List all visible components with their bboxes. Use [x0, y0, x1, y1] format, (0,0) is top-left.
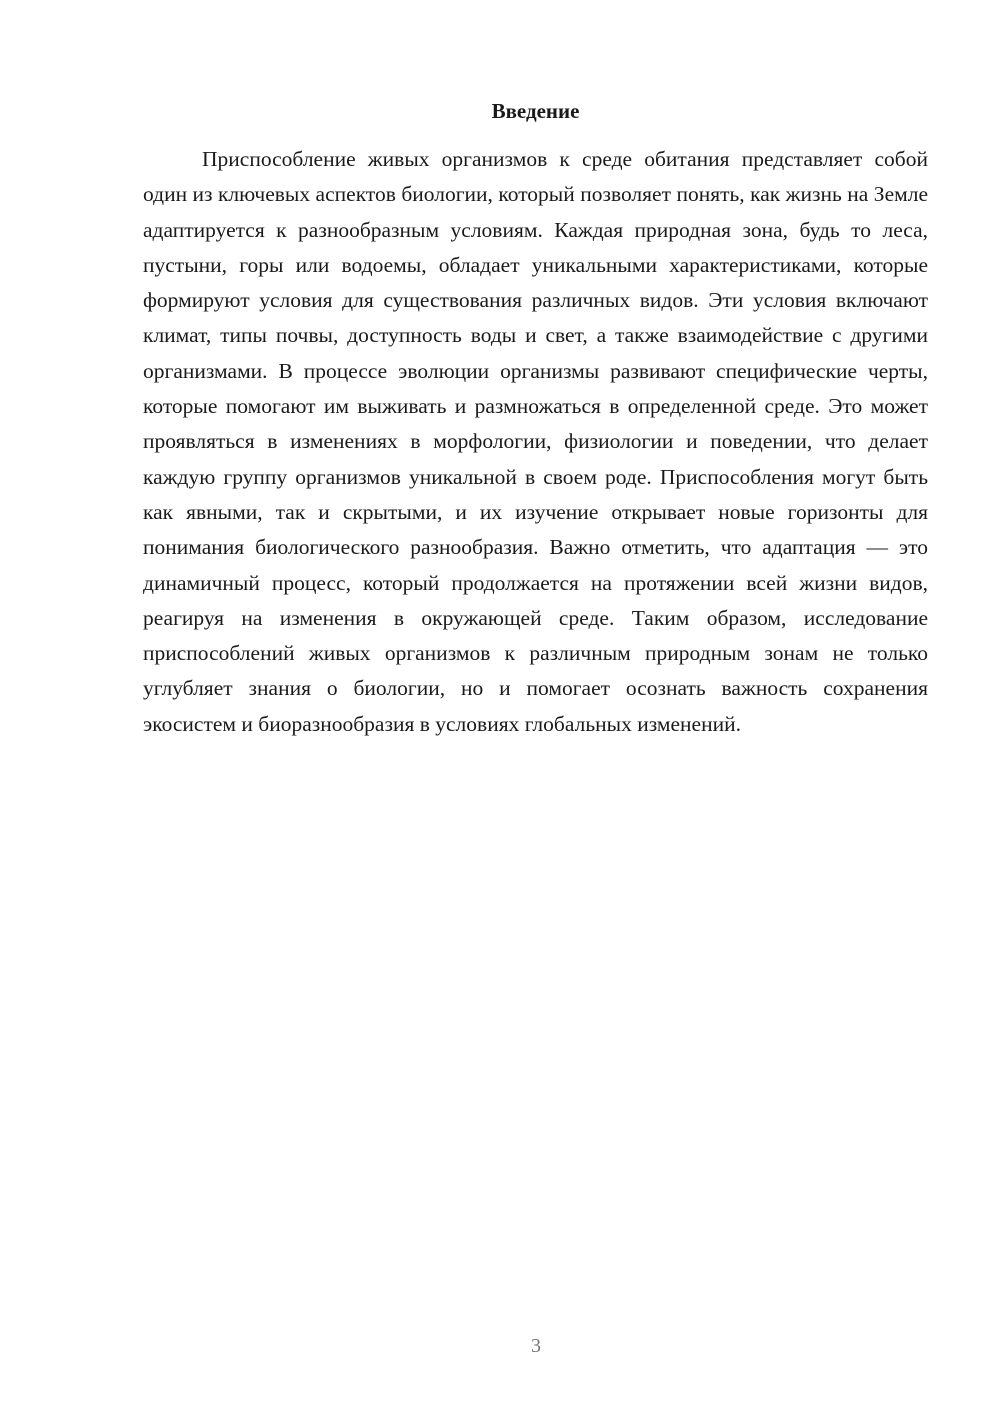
section-heading: Введение: [491, 99, 580, 123]
body-paragraph: Приспособление живых организмов к среде обитания представляет собой один из ключевых аспектов биологии, который позволяет понять, как жизнь на Земле адаптируется к разнообразным условиям. Каждая природная зона, будь то леса, пустыни, горы или водоемы, обладает уникальными характеристиками, которые формируют условия для существования различных видов. Эти условия включают климат, типы почвы, доступность воды и свет, а также взаимодействие с другими организмами. В процессе эволюции организмы развивают специфические черты, которые помогают им выживать и размножаться в определенной среде. Это может проявляться в изменениях в морфологии, физиологии и поведении, что делает каждую группу организмов уникальной в своем роде. Приспособления могут быть как явными, так и скрытыми, и их изучение открывает новые горизонты для понимания биологического разнообразия. Важно отметить, что адаптация — это динамичный процесс, который продолжается на протяжении всей жизни видов, реагируя на изменения в окружающей среде. Таким образом, исследование приспособлений живых организмов к различным природным зонам не только углубляет знания о биологии, но и помогает осознать важность сохранения экосистем и биоразнообразия в условиях глобальных изменений.: [143, 147, 928, 736]
page-number: 3: [531, 1335, 541, 1357]
